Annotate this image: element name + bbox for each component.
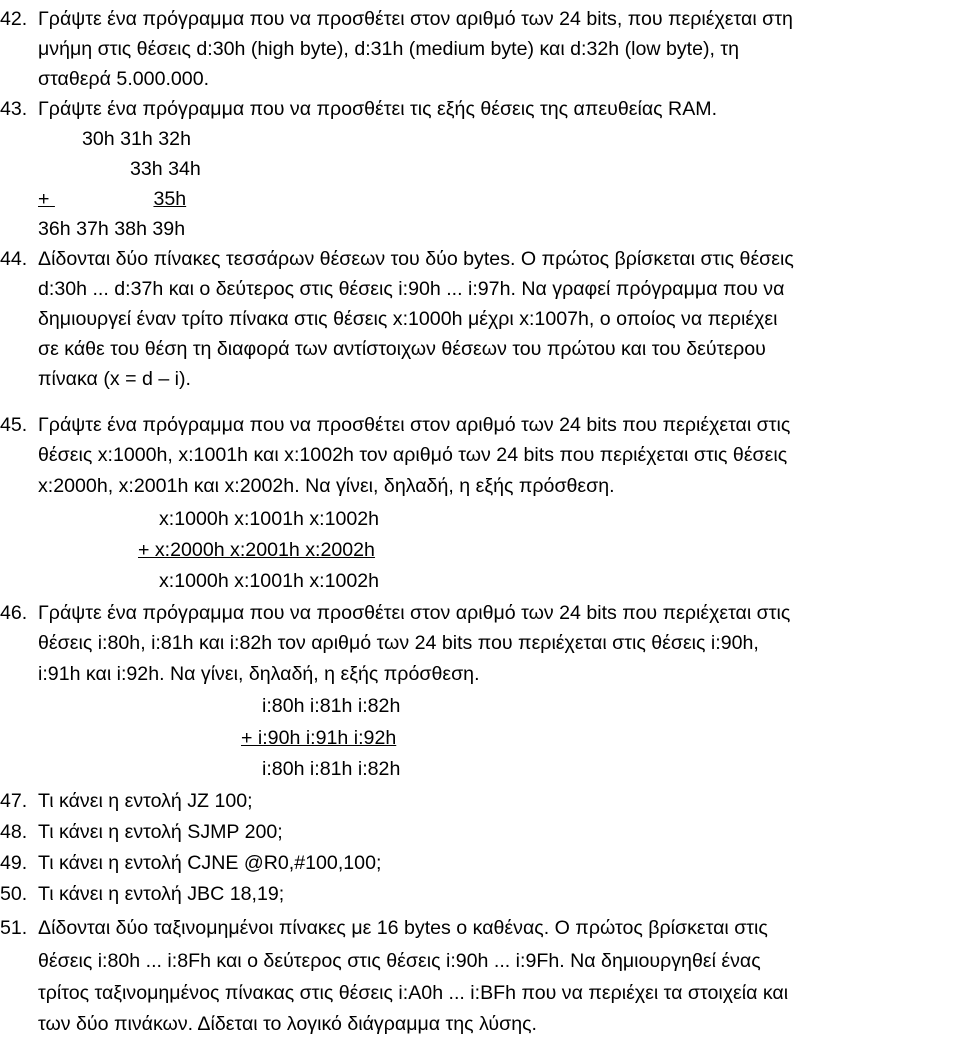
question-text-line: σταθερά 5.000.000.: [38, 68, 210, 90]
addition-operand-1: x:1000h x:1001h x:1002h: [159, 508, 380, 530]
question-number: 46.: [0, 602, 28, 624]
question-text-line: Γράψτε ένα πρόγραμμα που να προσθέτει τις εξής θέσεις της απευθείας RAM.: [38, 98, 718, 120]
question-text-line: σε κάθε του θέση τη διαφορά των αντίστοιχων θέσεων του πρώτου και του δεύτερου: [38, 338, 766, 360]
addition-result: i:80h i:81h i:82h: [262, 758, 401, 780]
question-text-line: πίνακα (x = d – i).: [38, 368, 191, 390]
question-number: 49.: [0, 852, 28, 874]
question-text-line: θέσεις x:1000h, x:1001h και x:1002h τον αριθμό των 24 bits που περιέχεται στις θέσεις: [38, 444, 788, 466]
question-text-line: των δύο πινάκων. Δίδεται το λογικό διάγραμμα της λύσης.: [38, 1013, 537, 1035]
question-number: 48.: [0, 821, 28, 843]
question-text-line: i:91h και i:92h. Να γίνει, δηλαδή, η εξής πρόσθεση.: [38, 663, 480, 685]
question-text-line: Δίδονται δύο ταξινομημένοι πίνακες με 16 bytes ο καθένας. Ο πρώτος βρίσκεται στις: [38, 917, 768, 939]
question-text-line: θέσεις i:80h, i:81h και i:82h τον αριθμό των 24 bits που περιέχεται στις θέσεις i:90h,: [38, 632, 759, 654]
question-text-line: μνήμη στις θέσεις d:30h (high byte), d:31h (medium byte) και d:32h (low byte), τη: [38, 38, 740, 60]
question-text-line: Τι κάνει η εντολή CJNE @R0,#100,100;: [38, 852, 382, 874]
question-text-line: d:30h ... d:37h και ο δεύτερος στις θέσεις i:90h ... i:97h. Να γραφεί πρόγραμμα που να: [38, 278, 785, 300]
question-text-line: θέσεις i:80h ... i:8Fh και ο δεύτερος στις θέσεις i:90h ... i:9Fh. Να δημιουργηθεί ένας: [38, 950, 761, 972]
operand-value: 35h: [153, 188, 187, 210]
question-number: 45.: [0, 414, 28, 436]
question-text-line: δημιουργεί έναν τρίτο πίνακα στις θέσεις x:1000h μέχρι x:1007h, ο οποίος να περιέχει: [38, 308, 778, 330]
question-text-line: Γράψτε ένα πρόγραμμα που να προσθέτει στον αριθμό των 24 bits που περιέχεται στις: [38, 602, 791, 624]
addition-result: x:1000h x:1001h x:1002h: [159, 570, 380, 592]
question-number: 47.: [0, 790, 28, 812]
addition-operand-2: 33h 34h: [130, 158, 201, 180]
question-text-line: x:2000h, x:2001h και x:2002h. Να γίνει, δηλαδή, η εξής πρόσθεση.: [38, 475, 615, 497]
addition-operand-2: + x:2000h x:2001h x:2002h: [138, 539, 375, 561]
question-text-line: τρίτος ταξινομημένος πίνακας στις θέσεις i:A0h ... i:BFh που να περιέχει τα στοιχεία και: [38, 982, 789, 1004]
question-number: 43.: [0, 98, 28, 120]
question-text-line: Τι κάνει η εντολή JZ 100;: [38, 790, 253, 812]
addition-operand-3: [38, 184, 186, 214]
question-text-line: Τι κάνει η εντολή JBC 18,19;: [38, 883, 285, 905]
addition-operand-1: i:80h i:81h i:82h: [262, 695, 401, 717]
addition-result: 36h 37h 38h 39h: [38, 218, 186, 240]
question-number: 50.: [0, 883, 28, 905]
question-number: 42.: [0, 8, 28, 30]
question-text-line: Δίδονται δύο πίνακες τεσσάρων θέσεων του δύο bytes. Ο πρώτος βρίσκεται στις θέσεις: [38, 248, 794, 270]
addition-operand-2: + i:90h i:91h i:92h: [241, 727, 397, 749]
addition-operand-1: 30h 31h 32h: [82, 128, 191, 150]
question-text-line: Γράψτε ένα πρόγραμμα που να προσθέτει στον αριθμό των 24 bits που περιέχεται στις: [38, 414, 791, 436]
question-number: 51.: [0, 917, 28, 939]
question-text-line: Τι κάνει η εντολή SJMP 200;: [38, 821, 283, 843]
question-number: 44.: [0, 248, 28, 270]
plus-sign: +: [38, 188, 50, 210]
question-text-line: Γράψτε ένα πρόγραμμα που να προσθέτει στον αριθμό των 24 bits, που περιέχεται στη: [38, 8, 793, 30]
underline-gap: [49, 184, 153, 214]
